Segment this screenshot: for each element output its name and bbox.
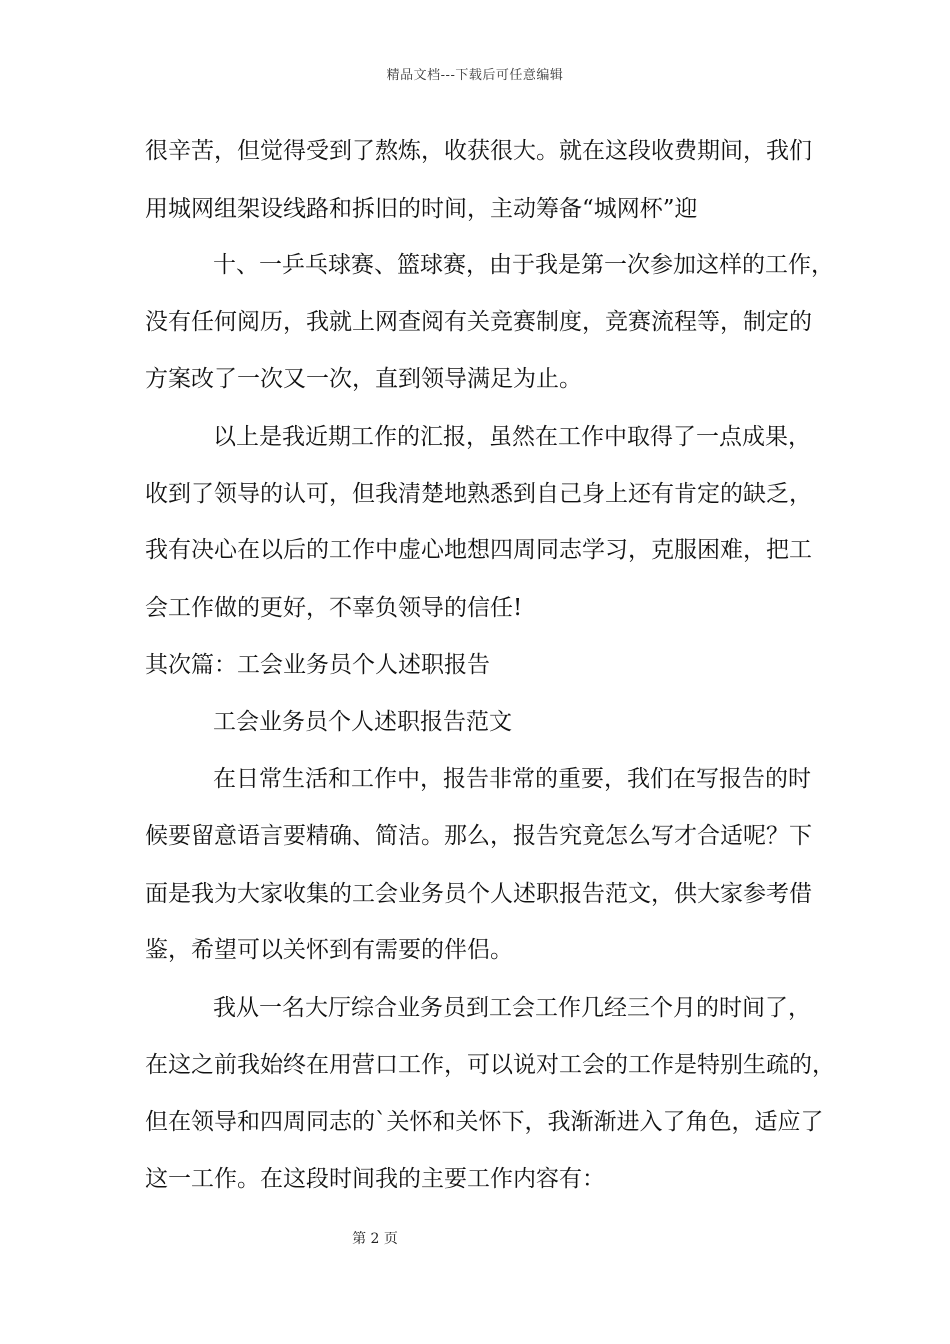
page-number: 第 2 页 (352, 1231, 398, 1247)
page-header: 精品文档---下载后可任意编辑 (386, 68, 564, 83)
body-line: 我从一名大厅综合业务员到工会工作几经三个月的时间了， (213, 995, 811, 1021)
body-line: 很辛苦，但觉得受到了熬炼，收获很大。就在这段收费期间，我们 (145, 138, 812, 164)
body-line: 十、一乒乓球赛、篮球赛，由于我是第一次参加这样的工作， (213, 252, 834, 278)
body-line: 鉴，希望可以关怀到有需要的伴侣。 (145, 937, 513, 963)
body-line: 用城网组架设线路和拆旧的时间，主动筹备“城网杯”迎 (145, 196, 698, 222)
body-line: 我有决心在以后的工作中虚心地想四周同志学习，克服困难，把工 (145, 537, 812, 563)
section-subheading: 工会业务员个人述职报告范文 (213, 709, 512, 735)
body-line: 会工作做的更好，不辜负领导的信任! (145, 595, 523, 621)
body-line: 但在领导和四周同志的`关怀和关怀下，我渐渐进入了角色，适应了 (145, 1109, 824, 1135)
body-line: 收到了领导的认可，但我清楚地熟悉到自己身上还有肯定的缺乏， (145, 481, 812, 507)
body-line: 在日常生活和工作中，报告非常的重要，我们在写报告的时 (213, 766, 811, 792)
body-line: 这一工作。在这段时间我的主要工作内容有： (145, 1166, 605, 1192)
body-line: 没有任何阅历，我就上网查阅有关竞赛制度，竞赛流程等，制定的 (145, 309, 812, 335)
body-line: 方案改了一次又一次，直到领导满足为止。 (145, 366, 582, 392)
body-line: 在这之前我始终在用营口工作，可以说对工会的工作是特别生疏的， (145, 1052, 835, 1078)
body-line: 面是我为大家收集的工会业务员个人述职报告范文，供大家参考借 (145, 881, 812, 907)
body-line: 以上是我近期工作的汇报，虽然在工作中取得了一点成果， (213, 424, 811, 450)
body-line: 候要留意语言要精确、简洁。那么，报告究竟怎么写才合适呢？下 (145, 823, 812, 849)
section-heading: 其次篇：工会业务员个人述职报告 (145, 652, 490, 678)
